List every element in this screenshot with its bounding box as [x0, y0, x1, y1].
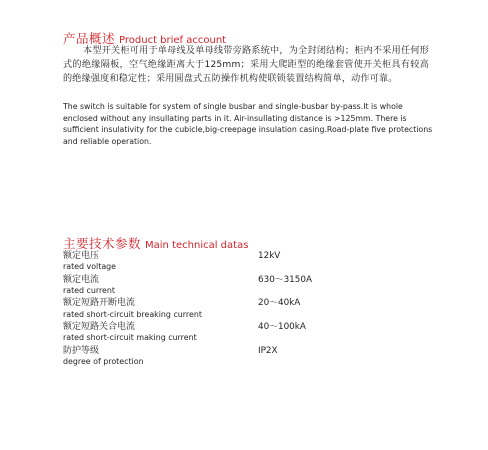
spec-name-en: rated short-circuit breaking current — [63, 309, 202, 319]
spec-name-en: rated current — [63, 285, 116, 295]
technical-data-heading — [63, 235, 248, 251]
spec-name-en: degree of protection — [63, 356, 144, 366]
product-overview-title-en: Product brief account — [119, 35, 227, 46]
spec-value: IP2X — [258, 345, 278, 356]
spec-name-zh: 额定电压 — [63, 251, 100, 261]
technical-data-list — [63, 251, 363, 369]
spec-row-rated-voltage — [63, 251, 363, 275]
product-overview-text-en: The switch is suitable for system of single busbar and single-busbar by-pass.It is whole enclosed without any insullating parts in it. Air-insullating distance is >125mm. There is sufficient insulativity for the cubicle,big-creepage insulation casing.Road-plate five protections and reliable operation. — [63, 102, 433, 146]
spec-row-making-current — [63, 322, 363, 346]
spec-row-protection-degree — [63, 346, 363, 370]
spec-value: 40～100kA — [258, 322, 306, 333]
spec-value: 20～40kA — [258, 298, 301, 309]
spec-name-zh: 额定电流 — [63, 274, 100, 285]
technical-data-title-en: Main technical datas — [145, 240, 249, 251]
spec-row-breaking-current — [63, 298, 363, 322]
product-overview-text-zh: 本型开关柜可用于单母线及单母线带旁路系统中，为全封闭结构；柜内不采用任何形式的绝缘隔板，空气绝缘距离大于125mm；采用大爬距型的绝缘套管使开关柜具有较高的绝缘强度和稳定性；采用圆盘式五防操作机构使联锁装置结构简单，动作可靠。 — [63, 46, 429, 85]
product-overview-title-zh: 产品概述 — [63, 31, 116, 46]
spec-name-zh: 额定短路关合电流 — [63, 322, 136, 333]
spec-name-zh: 防护等级 — [63, 345, 100, 356]
spec-value: 630～3150A — [258, 274, 312, 285]
spec-name-en: rated voltage — [63, 262, 117, 272]
spec-row-rated-current — [63, 275, 363, 299]
spec-name-en: rated short-circuit making current — [63, 333, 197, 343]
spec-value: 12kV — [258, 251, 281, 261]
spec-name-zh: 额定短路开断电流 — [63, 298, 136, 309]
technical-data-title-zh: 主要技术参数 — [63, 236, 142, 251]
